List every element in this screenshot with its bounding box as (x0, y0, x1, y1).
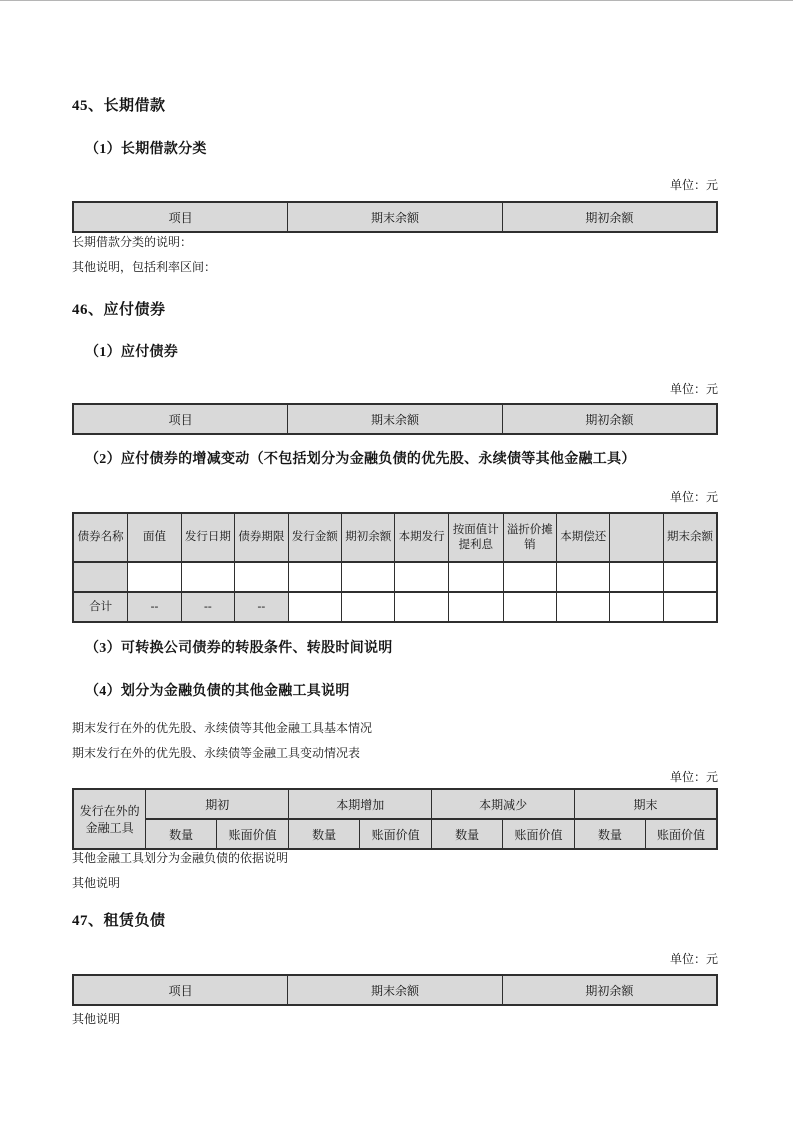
loan-classification-table (72, 201, 718, 233)
table-header-cell: 债券期限 (235, 513, 288, 562)
table-cell (395, 562, 448, 592)
table-header-cell: 本期偿还 (557, 513, 610, 562)
subheader-cell: 账面价值 (360, 819, 432, 849)
table-cell (610, 562, 663, 592)
instruments-basic-note: 期末发行在外的优先股、永续债等其他金融工具基本情况 (72, 721, 373, 735)
table-header-row (73, 975, 717, 1005)
table-header-cell: 期末余额 (288, 202, 503, 232)
subheader-cell: 数量 (146, 819, 217, 849)
table-cell (128, 562, 181, 592)
table-cell: -- (181, 592, 234, 622)
table-header-cell: 发行金额 (288, 513, 341, 562)
loan-other-note: 其他说明，包括利率区间： (72, 260, 217, 274)
table-cell (73, 562, 128, 592)
group-header-cell: 本期增加 (289, 789, 432, 819)
table-cell (448, 562, 503, 592)
table-header-cell: 按面值计提利息 (448, 513, 503, 562)
group-header-cell: 期初 (146, 789, 289, 819)
lease-liability-table (72, 974, 718, 1006)
other-note: 其他说明 (72, 876, 121, 890)
table-header-cell: 期初余额 (502, 404, 717, 434)
unit-label: 单位：元 (669, 770, 718, 784)
unit-label: 单位：元 (669, 952, 718, 966)
section-46-title: 46、应付债券 (72, 302, 166, 318)
table-header-cell: 债券名称 (73, 513, 128, 562)
table-header-cell: 项目 (73, 404, 288, 434)
table-header-cell: 项目 (73, 202, 288, 232)
table-header-row (73, 202, 717, 232)
table-header-cell: 项目 (73, 975, 288, 1005)
subheader-cell: 数量 (575, 819, 646, 849)
subheader-cell: 账面价值 (645, 819, 717, 849)
subheader-cell: 数量 (289, 819, 360, 849)
table-cell (610, 592, 663, 622)
table-cell (341, 592, 394, 622)
classification-basis-note: 其他金融工具划分为金融负债的依据说明 (72, 851, 289, 865)
financial-instruments-table (72, 788, 718, 850)
table-cell (448, 592, 503, 622)
other-note: 其他说明 (72, 1012, 121, 1026)
table-cell (235, 562, 288, 592)
section-46-sub3-title: （3）可转换公司债券的转股条件、转股时间说明 (85, 641, 393, 656)
table-cell: -- (128, 592, 181, 622)
section-45-sub1-title: （1）长期借款分类 (85, 142, 207, 157)
table-cell (341, 562, 394, 592)
table-header-cell: 溢折价摊销 (503, 513, 556, 562)
table-cell (663, 592, 717, 622)
table-cell (663, 562, 717, 592)
total-label-cell: 合计 (73, 592, 128, 622)
table-header-cell: 发行日期 (181, 513, 234, 562)
table-header-cell: 期末余额 (288, 975, 503, 1005)
table-header-cell: 面值 (128, 513, 181, 562)
table-header-cell: 期初余额 (502, 975, 717, 1005)
unit-label: 单位：元 (669, 382, 718, 396)
table-cell (557, 562, 610, 592)
section-45-title: 45、长期借款 (72, 98, 166, 114)
table-header-row (73, 513, 717, 562)
table-cell (557, 592, 610, 622)
corner-header-cell: 发行在外的金融工具 (73, 789, 146, 849)
total-row (73, 592, 717, 622)
unit-label: 单位：元 (669, 490, 718, 504)
table-cell (288, 562, 341, 592)
bond-movement-table (72, 512, 718, 623)
table-header-row (73, 404, 717, 434)
section-46-sub2-title: （2）应付债券的增减变动（不包括划分为金融负债的优先股、永续债等其他金融工具） (85, 452, 636, 467)
instruments-change-note: 期末发行在外的优先股、永续债等金融工具变动情况表 (72, 746, 361, 760)
table-subheader-row (73, 819, 717, 849)
table-row (73, 562, 717, 592)
loan-classification-note: 长期借款分类的说明： (72, 235, 193, 249)
table-cell (503, 562, 556, 592)
section-46-sub4-title: （4）划分为金融负债的其他金融工具说明 (85, 684, 350, 699)
subheader-cell: 账面价值 (503, 819, 575, 849)
table-cell (503, 592, 556, 622)
table-header-cell (610, 513, 663, 562)
section-47-title: 47、租赁负债 (72, 913, 166, 929)
table-header-row (73, 789, 717, 819)
unit-label: 单位：元 (669, 178, 718, 192)
subheader-cell: 账面价值 (217, 819, 289, 849)
table-header-cell: 期末余额 (663, 513, 717, 562)
table-cell (288, 592, 341, 622)
group-header-cell: 期末 (575, 789, 717, 819)
subheader-cell: 数量 (432, 819, 503, 849)
table-cell (181, 562, 234, 592)
table-header-cell: 期初余额 (502, 202, 717, 232)
table-header-cell: 期初余额 (341, 513, 394, 562)
table-cell (395, 592, 448, 622)
table-header-cell: 期末余额 (288, 404, 503, 434)
group-header-cell: 本期减少 (432, 789, 575, 819)
section-46-sub1-title: （1）应付债券 (85, 345, 179, 360)
table-cell: -- (235, 592, 288, 622)
table-header-cell: 本期发行 (395, 513, 448, 562)
bonds-payable-table (72, 403, 718, 435)
